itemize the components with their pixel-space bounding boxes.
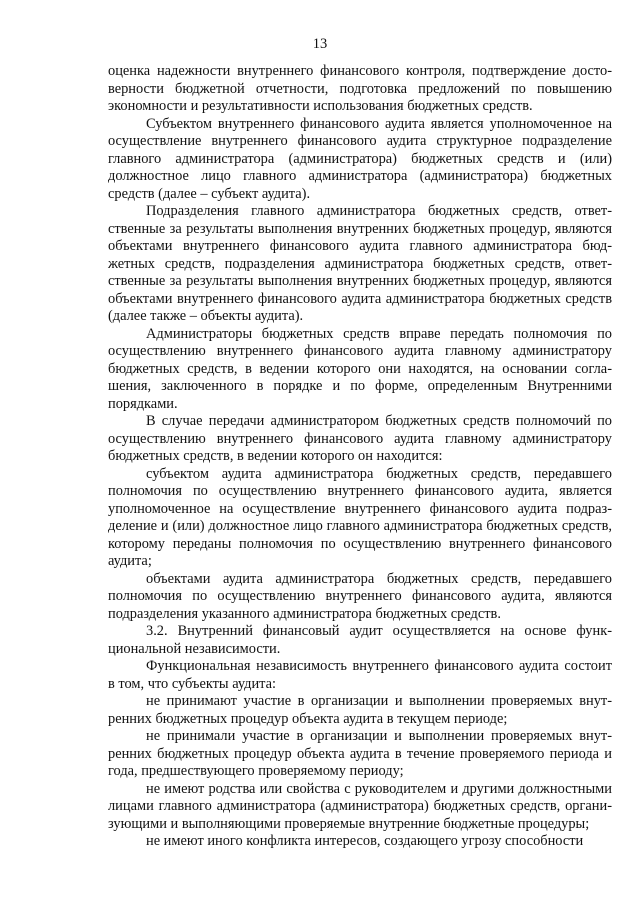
paragraph-not-participate-current: не принимают участие в организации и выполнении проверяемых внутренних бюджетных процедур объекта аудита в текущем периоде; bbox=[108, 693, 612, 727]
paragraph-no-conflict: не имеют иного конфликта интересов, создающего угрозу способности bbox=[146, 833, 584, 849]
paragraph-no-kinship: не имеют родства или свойства с руководителем и другими должностными лицами главного администратора (администратора) бюджетных средств, организующими и выполняющими проверяемые внутренние бюджетные процедуры; bbox=[108, 780, 612, 832]
paragraph-not-participated-past: не принимали участие в организации и выполнении проверяемых внутренних бюджетных процедур объекта аудита в течение проверяемого периода и года, предшествующего проверяемому периоду; bbox=[108, 728, 612, 779]
paragraph-delegation-right: Администраторы бюджетных средств вправе передать полномочия по осуществлению внутреннего финансового аудита главному администратору бюджетных средств, в ведении которого они находятся, на основании соглашения, заключенного в порядке и по форме, определенным Внутренними порядками. bbox=[108, 325, 612, 412]
paragraph-audit-goals: оценка надежности внутреннего финансового контроля, подтверждение достоверности бюджетной отчетности, подготовка предложений по повышению экономности и результативности использования бюджетных средств. bbox=[108, 63, 612, 114]
paragraph-delegated-subject: субъектом аудита администратора бюджетных средств, передавшего полномочия по осуществлению внутреннего финансового аудита, является уполномоченное на осуществление внутреннего финансового аудита подразделение и (или) должностное лицо главного администратора бюджетных средств, которому переданы полномочия по осуществлению внутреннего финансового аудита; bbox=[108, 465, 612, 569]
paragraph-delegated-objects: объектами аудита администратора бюджетных средств, передавшего полномочия по осуществлению внутреннего финансового аудита, являются подразделения указанного администратора бюджетных средств. bbox=[108, 570, 612, 622]
paragraph-section-3-2: 3.2. Внутренний финансовый аудит осуществляется на основе функциональной независимости. bbox=[108, 623, 612, 657]
document-body bbox=[108, 63, 612, 851]
page-number: 13 bbox=[312, 36, 328, 52]
paragraph-audit-subject: Субъектом внутреннего финансового аудита является уполномоченное на осуществление внутреннего финансового аудита структурное подразделение главного администратора (администратора) бюджетных средств и (или) должностное лицо главного администратора (администратора) бюджетных средств (далее – субъект аудита). bbox=[108, 115, 612, 202]
paragraph-independence-definition: Функциональная независимость внутреннего финансового аудита состоит в том, что субъекты аудита: bbox=[108, 658, 612, 692]
paragraph-audit-objects: Подразделения главного администратора бюджетных средств, ответственные за результаты выполнения внутренних бюджетных процедур, являются объектами внутреннего финансового аудита главного администратора бюджетных средств, подразделения администратора бюджетных средств, ответственные за результаты выполнения внутренних бюджетных процедур, являются объектами внутреннего финансового аудита администратора бюджетных средств (далее также – объекты аудита). bbox=[108, 203, 612, 324]
paragraph-delegation-case: В случае передачи администратором бюджетных средств полномочий по осуществлению внутреннего финансового аудита главному администратору бюджетных средств, в ведении которого он находится: bbox=[108, 413, 612, 464]
